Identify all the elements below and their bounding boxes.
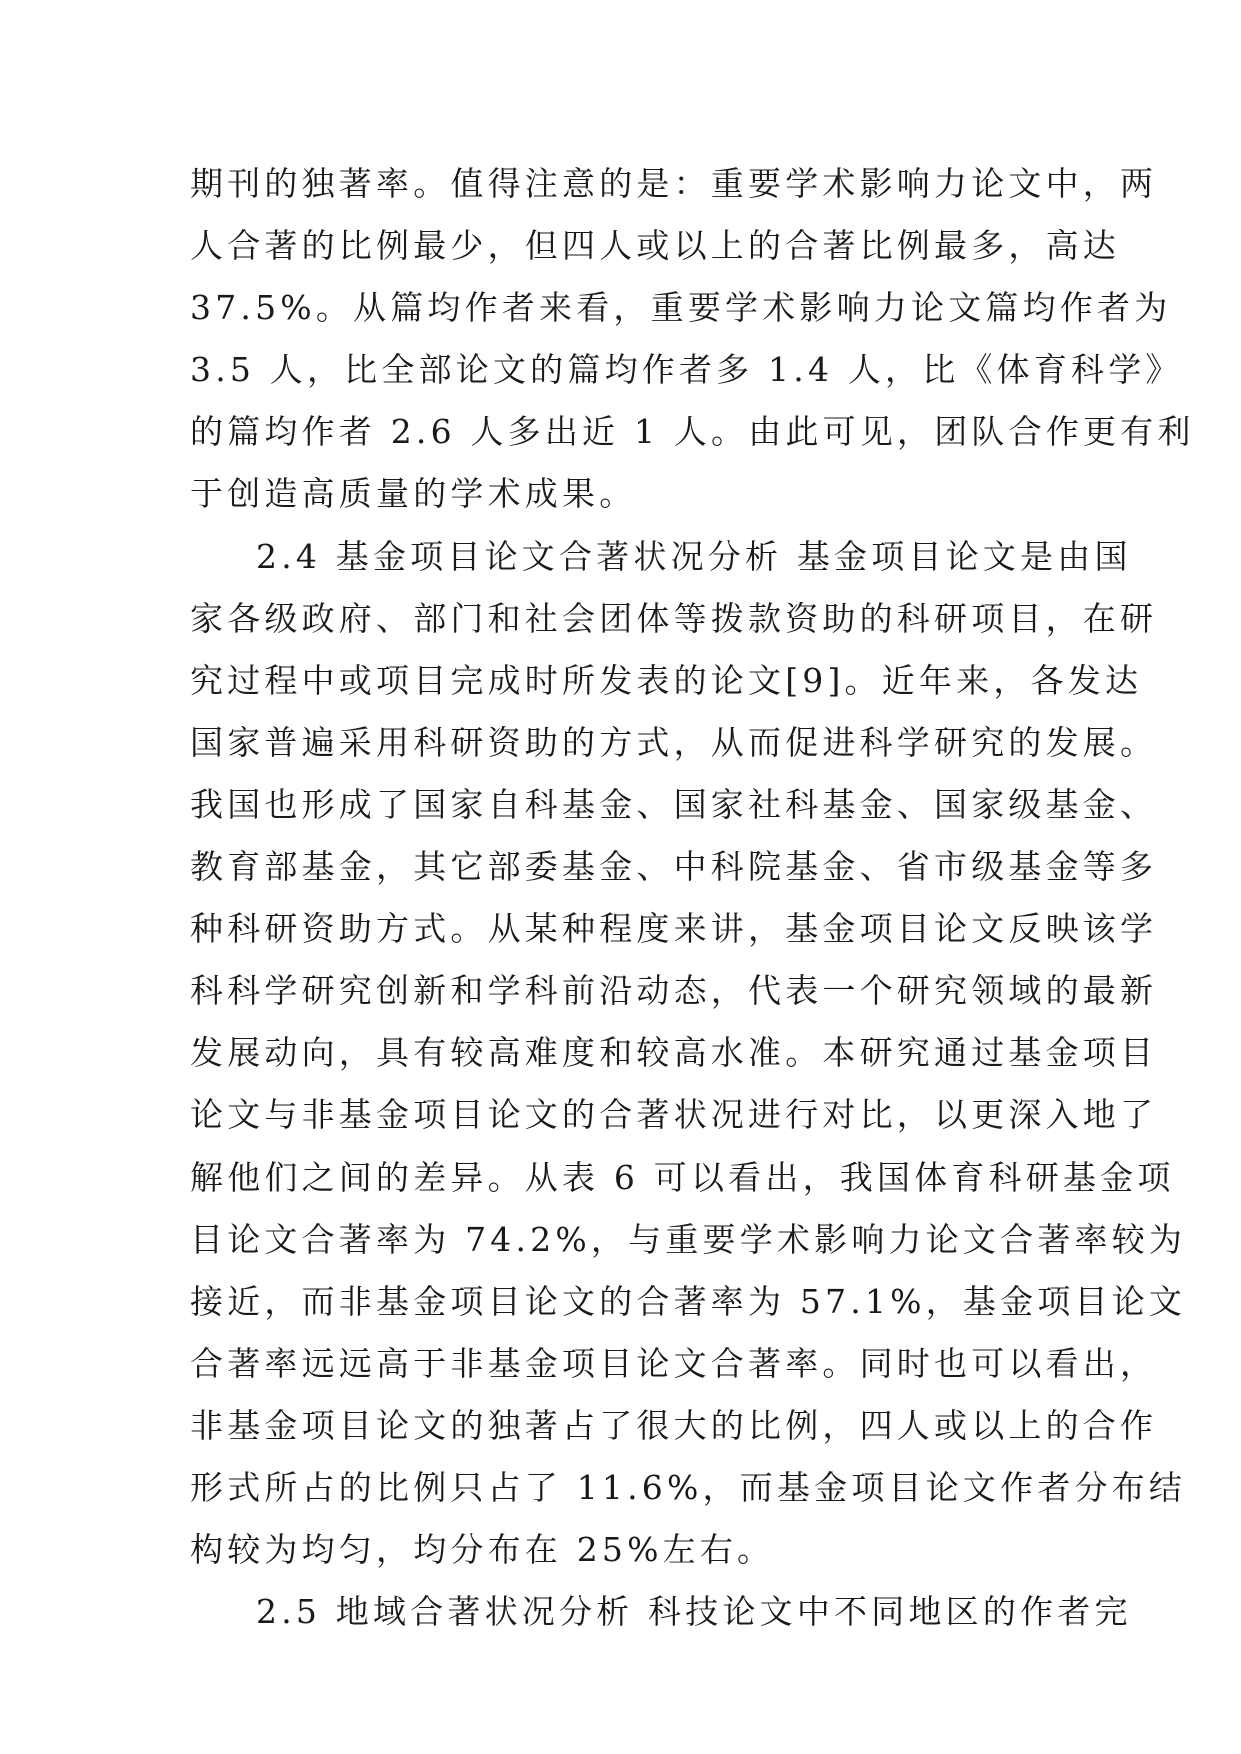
text-line: 合著率远远高于非基金项目论文合著率。同时也可以看出， <box>190 1343 1158 1383</box>
text-line: 国家普遍采用科研资助的方式，从而促进科学研究的发展。 <box>190 722 1158 762</box>
text-line: 我国也形成了国家自科基金、国家社科基金、国家级基金、 <box>190 784 1158 824</box>
text-line: 于创造高质量的学术成果。 <box>190 474 637 514</box>
text-line: 接近，而非基金项目论文的合著率为 57.1%，基金项目论文 <box>190 1281 1187 1321</box>
text-line: 的篇均作者 2.6 人多出近 1 人。由此可见，团队合作更有利 <box>190 412 1195 452</box>
text-line: 解他们之间的差异。从表 6 可以看出，我国体育科研基金项 <box>190 1157 1175 1197</box>
text-line: 家各级政府、部门和社会团体等拨款资助的科研项目，在研 <box>190 598 1158 638</box>
paragraph-first-line: 2.4 基金项目论文合著状况分析 基金项目论文是由国 <box>256 536 1132 576</box>
text-line: 论文与非基金项目论文的合著状况进行对比，以更深入地了 <box>190 1095 1158 1135</box>
text-line: 期刊的独著率。值得注意的是：重要学术影响力论文中，两 <box>190 164 1158 203</box>
paragraph-first-line: 2.5 地域合著状况分析 科技论文中不同地区的作者完 <box>256 1592 1132 1632</box>
text-line: 科科学研究创新和学科前沿动态，代表一个研究领域的最新 <box>190 971 1158 1011</box>
text-line: 构较为均匀，均分布在 25%左右。 <box>190 1530 775 1570</box>
text-line: 人合著的比例最少，但四人或以上的合著比例最多，高达 <box>190 226 1120 266</box>
text-line: 究过程中或项目完成时所发表的论文[9]。近年来，各发达 <box>190 660 1143 700</box>
text-line: 37.5%。从篇均作者来看，重要学术影响力论文篇均作者为 <box>190 288 1172 328</box>
text-line: 目论文合著率为 74.2%，与重要学术影响力论文合著率较为 <box>190 1219 1187 1259</box>
text-line: 3.5 人，比全部论文的篇均作者多 1.4 人，比《体育科学》 <box>190 350 1183 390</box>
text-line: 形式所占的比例只占了 11.6%，而基金项目论文作者分布结 <box>190 1467 1187 1507</box>
text-line: 非基金项目论文的独著占了很大的比例，四人或以上的合作 <box>190 1405 1158 1445</box>
text-line: 教育部基金，其它部委基金、中科院基金、省市级基金等多 <box>190 847 1158 887</box>
text-line: 种科研资助方式。从某种程度来讲，基金项目论文反映该学 <box>190 909 1158 949</box>
body-text <box>190 153 1195 1643</box>
text-line: 发展动向，具有较高难度和较高水准。本研究通过基金项目 <box>190 1033 1158 1073</box>
